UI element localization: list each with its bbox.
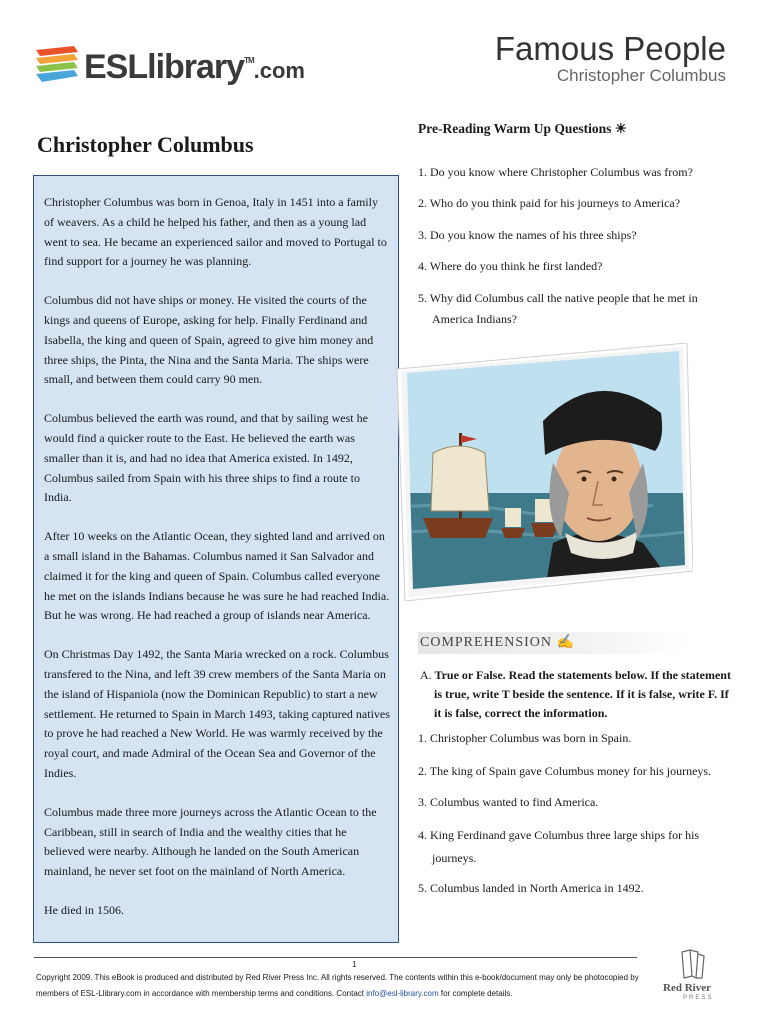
comprehension-instructions — [420, 666, 734, 723]
copyright-notice — [36, 970, 651, 1001]
pre-reading-title — [418, 121, 627, 137]
paragraph: Columbus believed the earth was round, and that by sailing west he would find a quicker route to the East. He believed the earth was smaller than it is, and had no idea that America existed. In 1492, Columbus sailed from Spain with his three ships to find a route to India. — [44, 411, 368, 505]
paragraph: After 10 weeks on the Atlantic Ocean, they sighted land and arrived on a small island in the Bahamas. Columbus named it San Salvador and claimed it for the king and queen of Spain. Columbus called everyone he met on the islands Indians because he was sure he had reached India. But he was wrong. He had reached a group of islands near America. — [44, 529, 390, 623]
pre-reading-title-text: Pre-Reading Warm Up Questions — [418, 121, 612, 136]
logo-tm: TM — [244, 56, 254, 65]
series-title: Famous People — [494, 30, 726, 67]
comprehension-statement: 3. Columbus wanted to find America. — [418, 795, 599, 809]
publisher-sub: PRESS — [683, 995, 714, 1001]
copyright-text-end: for complete details. — [438, 988, 513, 998]
comprehension-statement: 5. Columbus landed in North America in 1492. — [418, 881, 644, 895]
instruction-label: A. — [420, 668, 432, 682]
logo-main: ESLlibrary — [84, 48, 245, 86]
logo-suffix: .com — [253, 58, 305, 83]
copyright-text: Copyright 2009. This eBook is produced and distributed by Red River Press Inc. All rights reserved. The contents within this e-book/document may only be photocopied by members of ESL-Llibrary.com in accordance with membership terms and conditions. Contact — [36, 973, 639, 998]
comprehension-title-text: COMPREHENSION — [420, 635, 553, 650]
article-title: Christopher Columbus — [37, 132, 254, 157]
comprehension-title — [420, 634, 575, 651]
books-stack-icon — [36, 46, 78, 82]
columbus-portrait-illustration — [393, 343, 693, 601]
pre-reading-question: 1. Do you know where Christopher Columbus was from? — [418, 165, 693, 179]
paragraph: On Christmas Day 1492, the Santa Maria wrecked on a rock. Columbus transfered to the Nina, and left 39 crew members of the Santa Maria on the island of Hispaniola (now the Dominican Republic) to start a new settlement. He returned to Spain in March 1493, taking captured natives to prove he had reached a New World. He was warmly received by the royal court, and made Admiral of the Ocean Sea and Governor of the Indies. — [44, 647, 390, 780]
pre-reading-question: 5. Why did Columbus call the native people that he met in America Indians? — [418, 291, 698, 326]
reading-passage — [33, 175, 399, 943]
series-subtitle: Christopher Columbus — [556, 66, 726, 85]
publisher-name: Red River — [663, 982, 711, 994]
footer-divider — [34, 957, 637, 958]
pre-reading-question: 2. Who do you think paid for his journeys to America? — [418, 196, 681, 210]
paragraph: He died in 1506. — [44, 902, 124, 917]
pre-reading-question: 3. Do you know the names of his three ships? — [418, 228, 637, 242]
page-number: 1 — [352, 960, 357, 969]
comprehension-statement: 1. Christopher Columbus was born in Spain. — [418, 731, 632, 745]
paragraph: Columbus did not have ships or money. He visited the courts of the kings and queens of Europe, asking for help. Finally Ferdinand and Isabella, the king and queen of Spain, agreed to give him money and three ships, the Pinta, the Nina and the Santa Maria. The ships were small, and between them could carry 90 men. — [44, 293, 374, 387]
instruction-text: True or False. Read the statements below. If the statement is true, write T beside the sentence. If it is false, write F. If it is false, correct the information. — [434, 668, 731, 720]
paragraph: Columbus made three more journeys across the Atlantic Ocean to the Caribbean, still in search of India and the wealthy cities that he believed were nearby. Although he landed on the South American mainland, he never set foot on the mainland of North America. — [44, 804, 377, 879]
paragraph: Christopher Columbus was born in Genoa, Italy in 1451 into a family of weavers. As a child he helped his father, and then as a young lad went to sea. He became an experienced sailor and moved to Portugal to find support for a journey he was planning. — [44, 195, 387, 269]
writing-hand-icon: ✍ — [556, 635, 575, 650]
pre-reading-question: 4. Where do you think he first landed? — [418, 259, 603, 273]
contact-email-link[interactable]: info@esl-library.com — [366, 988, 439, 998]
comprehension-statement: 4. King Ferdinand gave Columbus three large ships for his journeys. — [418, 828, 700, 865]
books-icon — [682, 950, 704, 978]
comprehension-statement: 2. The king of Spain gave Columbus money for his journeys. — [418, 764, 712, 778]
logo-wordmark — [84, 48, 305, 87]
sun-icon: ☀ — [614, 121, 627, 136]
